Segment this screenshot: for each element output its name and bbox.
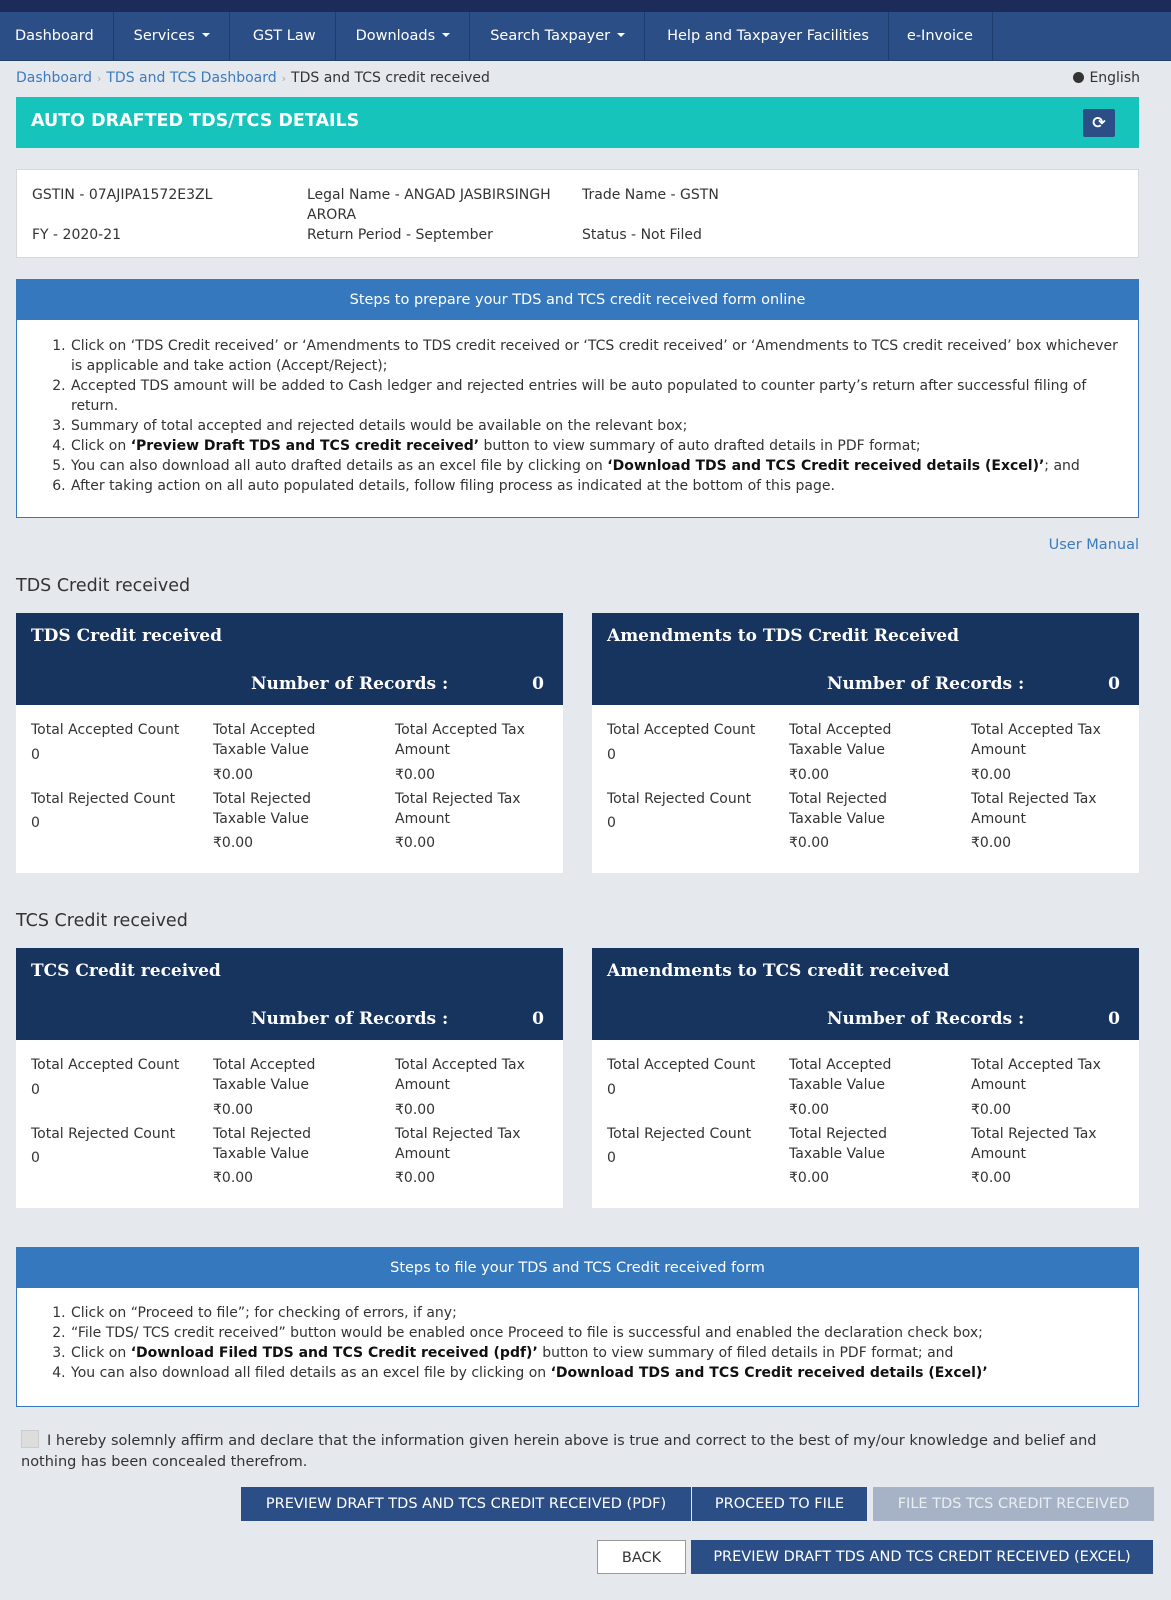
rej-tax-value: ₹0.00	[971, 1170, 1012, 1186]
rej-tax-label: Total Rejected Tax Amount	[971, 791, 1097, 827]
rej-taxable-label: Total Rejected Taxable Value	[789, 791, 888, 827]
rej-count-value: 0	[31, 1150, 40, 1166]
rej-tax-value: ₹0.00	[395, 1170, 436, 1186]
top-strip	[0, 0, 1171, 12]
card-header[interactable]	[592, 948, 1139, 1040]
acc-count-label: Total Accepted Count	[607, 1057, 756, 1073]
tcs-credit-card[interactable]	[16, 948, 563, 1208]
legal-name: Legal Name - ANGAD JASBIRSINGH	[307, 187, 551, 203]
list-item: 3. Click on ‘Download Filed TDS and TCS Credit received (pdf)’ button to view summary of filed details in PDF format; and	[70, 1343, 1126, 1363]
rej-tax-value: ₹0.00	[971, 835, 1012, 851]
back-button[interactable]: BACK	[597, 1540, 686, 1574]
nav-help[interactable]: Help and Taxpayer Facilities	[645, 12, 889, 60]
file-steps-list	[17, 1288, 1138, 1383]
prepare-steps-panel	[16, 279, 1139, 518]
caret-down-icon	[442, 33, 450, 37]
caret-down-icon	[617, 33, 625, 37]
rej-tax-label: Total Rejected Tax Amount	[971, 1126, 1097, 1162]
status: Status - Not Filed	[582, 227, 702, 243]
breadcrumb-dashboard[interactable]: Dashboard	[16, 70, 92, 86]
list-item: 6. After taking action on all auto populated details, follow filing process as indicated at the bottom of this page.	[70, 476, 1126, 496]
records-label: Number of Records :	[827, 1009, 1025, 1029]
page-title: AUTO DRAFTED TDS/TCS DETAILS	[31, 111, 360, 131]
rej-tax-label: Total Rejected Tax Amount	[395, 791, 521, 827]
acc-taxable-value: ₹0.00	[789, 767, 830, 783]
tds-section-title: TDS Credit received	[16, 576, 191, 596]
card-title: TDS Credit received	[31, 626, 222, 646]
acc-count-label: Total Accepted Count	[31, 722, 180, 738]
caret-down-icon	[202, 33, 210, 37]
card-header[interactable]	[16, 613, 563, 705]
main-nav	[0, 12, 1171, 61]
acc-tax-value: ₹0.00	[971, 767, 1012, 783]
acc-tax-value: ₹0.00	[395, 1102, 436, 1118]
preview-pdf-button[interactable]: PREVIEW DRAFT TDS AND TCS CREDIT RECEIVED (PDF)	[241, 1487, 691, 1521]
acc-taxable-label: Total Accepted Taxable Value	[789, 722, 892, 758]
records-label: Number of Records :	[251, 674, 449, 694]
card-title: TCS Credit received	[31, 961, 221, 981]
globe-icon	[1073, 72, 1084, 83]
rej-taxable-label: Total Rejected Taxable Value	[213, 791, 312, 827]
chevron-right-icon: ›	[96, 72, 102, 85]
file-credit-received-button[interactable]: FILE TDS TCS CREDIT RECEIVED	[873, 1487, 1154, 1521]
taxpayer-info	[16, 169, 1139, 258]
acc-taxable-value: ₹0.00	[213, 767, 254, 783]
list-item: 5. You can also download all auto drafted details as an excel file by clicking on ‘Download TDS and TCS Credit received details (Excel)’; and	[70, 456, 1126, 476]
list-item: 4. You can also download all filed details as an excel file by clicking on ‘Download TDS and TCS Credit received details (Excel)’	[70, 1363, 1126, 1383]
file-steps-panel	[16, 1247, 1139, 1407]
nav-search-taxpayer[interactable]: Search Taxpayer	[470, 12, 645, 60]
declaration-text: I hereby solemnly affirm and declare that the information given herein above is true and correct to the best of my/our knowledge and belief and nothing has been concealed therefrom.	[21, 1433, 1097, 1470]
preview-excel-button[interactable]: PREVIEW DRAFT TDS AND TCS CREDIT RECEIVED (EXCEL)	[691, 1540, 1153, 1574]
return-period: Return Period - September	[307, 227, 493, 243]
acc-tax-label: Total Accepted Tax Amount	[395, 722, 525, 758]
acc-count-label: Total Accepted Count	[607, 722, 756, 738]
rej-taxable-label: Total Rejected Taxable Value	[213, 1126, 312, 1162]
records-count: 0	[1108, 1009, 1120, 1029]
acc-taxable-value: ₹0.00	[213, 1102, 254, 1118]
rej-count-label: Total Rejected Count	[31, 1126, 176, 1142]
list-item: 3. Summary of total accepted and rejected details would be available on the relevant box;	[70, 416, 1126, 436]
rej-count-value: 0	[31, 815, 40, 831]
acc-count-value: 0	[607, 1082, 616, 1098]
amend-tcs-card[interactable]	[592, 948, 1139, 1208]
fy: FY - 2020-21	[32, 227, 122, 243]
card-title: Amendments to TCS credit received	[607, 961, 950, 981]
card-header[interactable]	[16, 948, 563, 1040]
amend-tds-card[interactable]	[592, 613, 1139, 873]
legal-name-cont: ARORA	[307, 207, 357, 223]
tcs-section-title: TCS Credit received	[16, 911, 188, 931]
acc-tax-label: Total Accepted Tax Amount	[971, 1057, 1101, 1093]
nav-gst-law[interactable]: GST Law	[230, 12, 336, 60]
rej-count-value: 0	[607, 815, 616, 831]
prepare-steps-list	[17, 320, 1138, 496]
breadcrumb-current: TDS and TCS credit received	[291, 70, 490, 86]
acc-count-label: Total Accepted Count	[31, 1057, 180, 1073]
rej-taxable-value: ₹0.00	[789, 835, 830, 851]
chevron-right-icon: ›	[281, 72, 287, 85]
list-item: 1. Click on ‘TDS Credit received’ or ‘Amendments to TDS credit received or ‘TCS credit received’ or ‘Amendments to TCS credit received’ box whichever is applicable and take action (Accept/Reject);	[70, 336, 1126, 376]
acc-count-value: 0	[31, 747, 40, 763]
rej-taxable-value: ₹0.00	[213, 835, 254, 851]
nav-e-invoice[interactable]: e-Invoice	[889, 12, 993, 60]
list-item: 2. “File TDS/ TCS credit received” button would be enabled once Proceed to file is successful and enabled the declaration check box;	[70, 1323, 1126, 1343]
rej-taxable-value: ₹0.00	[789, 1170, 830, 1186]
rej-count-label: Total Rejected Count	[607, 1126, 752, 1142]
records-count: 0	[532, 1009, 544, 1029]
list-item: 2. Accepted TDS amount will be added to Cash ledger and rejected entries will be auto populated to counter party’s return after successful filing of return.	[70, 376, 1126, 416]
declaration	[21, 1430, 1141, 1473]
list-item: 4. Click on ‘Preview Draft TDS and TCS credit received’ button to view summary of auto drafted details in PDF format;	[70, 436, 1126, 456]
records-label: Number of Records :	[827, 674, 1025, 694]
rej-tax-value: ₹0.00	[395, 835, 436, 851]
acc-tax-label: Total Accepted Tax Amount	[395, 1057, 525, 1093]
trade-name: Trade Name - GSTN	[582, 187, 719, 203]
language-selector[interactable]: English	[1073, 70, 1140, 86]
acc-taxable-label: Total Accepted Taxable Value	[213, 1057, 316, 1093]
card-title: Amendments to TDS Credit Received	[607, 626, 960, 646]
acc-tax-label: Total Accepted Tax Amount	[971, 722, 1101, 758]
list-item: 1. Click on “Proceed to file”; for checking of errors, if any;	[70, 1303, 1126, 1323]
acc-count-value: 0	[31, 1082, 40, 1098]
rej-taxable-value: ₹0.00	[213, 1170, 254, 1186]
nav-dashboard[interactable]: Dashboard	[0, 12, 114, 60]
acc-taxable-label: Total Accepted Taxable Value	[789, 1057, 892, 1093]
records-label: Number of Records :	[251, 1009, 449, 1029]
page-title-bar	[16, 97, 1139, 148]
rej-count-value: 0	[607, 1150, 616, 1166]
rej-count-label: Total Rejected Count	[607, 791, 752, 807]
refresh-button[interactable]	[1083, 109, 1115, 137]
proceed-to-file-button[interactable]: PROCEED TO FILE	[692, 1487, 867, 1521]
breadcrumb-tds-tcs-dashboard[interactable]: TDS and TCS Dashboard	[106, 70, 277, 86]
records-count: 0	[1108, 674, 1120, 694]
rej-count-label: Total Rejected Count	[31, 791, 176, 807]
nav-services[interactable]: Services	[114, 12, 230, 60]
acc-count-value: 0	[607, 747, 616, 763]
nav-downloads[interactable]: Downloads	[336, 12, 471, 60]
file-steps-heading: Steps to file your TDS and TCS Credit received form	[17, 1248, 1138, 1288]
user-manual-link[interactable]: User Manual	[1048, 537, 1139, 553]
acc-tax-value: ₹0.00	[395, 767, 436, 783]
records-count: 0	[532, 674, 544, 694]
declaration-checkbox[interactable]	[21, 1430, 39, 1448]
acc-tax-value: ₹0.00	[971, 1102, 1012, 1118]
rej-taxable-label: Total Rejected Taxable Value	[789, 1126, 888, 1162]
rej-tax-label: Total Rejected Tax Amount	[395, 1126, 521, 1162]
acc-taxable-value: ₹0.00	[789, 1102, 830, 1118]
prepare-steps-heading: Steps to prepare your TDS and TCS credit received form online	[17, 280, 1138, 320]
gstin: GSTIN - 07AJIPA1572E3ZL	[32, 187, 213, 203]
breadcrumb	[16, 70, 490, 86]
refresh-icon: ⟳	[1092, 113, 1106, 132]
card-header[interactable]	[592, 613, 1139, 705]
acc-taxable-label: Total Accepted Taxable Value	[213, 722, 316, 758]
tds-credit-card[interactable]	[16, 613, 563, 873]
